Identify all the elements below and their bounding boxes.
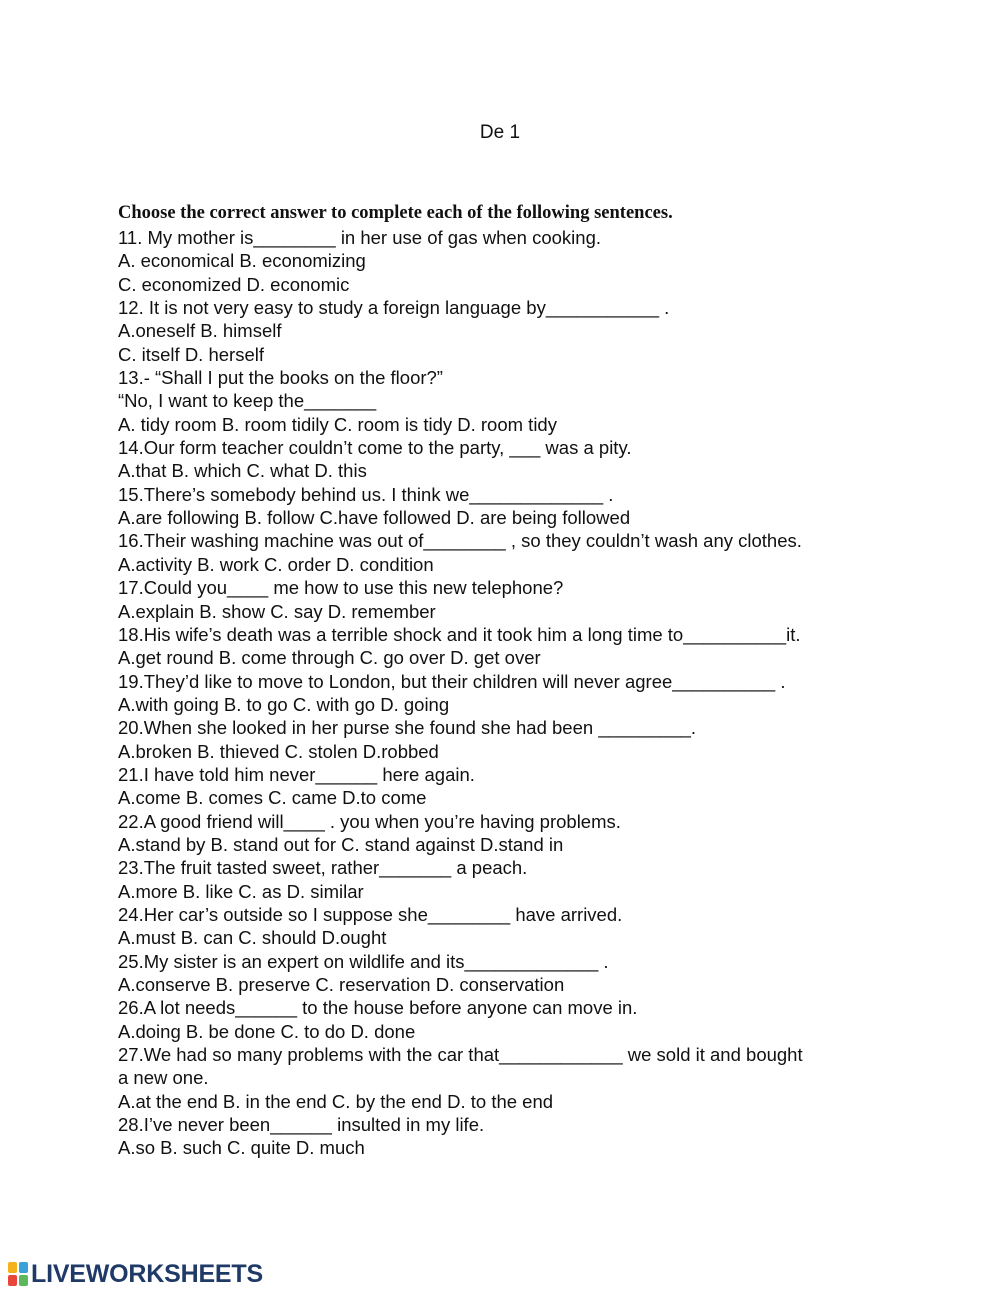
question-line: 25.My sister is an expert on wildlife and its_____________ . bbox=[118, 950, 609, 972]
answer-options: A. tidy room B. room tidily C. room is tidy D. room tidy bbox=[118, 413, 557, 435]
instruction-text: Choose the correct answer to complete each of the following sentences. bbox=[118, 203, 673, 223]
answer-options: A.doing B. be done C. to do D. done bbox=[118, 1020, 416, 1042]
logo-text: LIVEWORKSHEETS bbox=[31, 1259, 263, 1288]
answer-options: A.so B. such C. quite D. much bbox=[118, 1137, 365, 1159]
question-line: 18.His wife’s death was a terrible shock and it took him a long time to__________it. bbox=[118, 623, 801, 645]
answer-options: A.with going B. to go C. with go D. going bbox=[118, 693, 450, 715]
question-line: 12. It is not very easy to study a foreign language by___________ . bbox=[118, 297, 670, 319]
question-line: a new one. bbox=[118, 1067, 209, 1089]
question-line: 20.When she looked in her purse she found she had been _________. bbox=[118, 717, 697, 739]
question-line: “No, I want to keep the_______ bbox=[118, 390, 377, 412]
question-list bbox=[118, 226, 898, 1160]
answer-options: A.must B. can C. should D.ought bbox=[118, 927, 387, 949]
answer-options: A.stand by B. stand out for C. stand against D.stand in bbox=[118, 833, 564, 855]
answer-options: A.that B. which C. what D. this bbox=[118, 460, 367, 482]
question-line: 22.A good friend will____ . you when you’re having problems. bbox=[118, 810, 621, 832]
question-line: 16.Their washing machine was out of________ , so they couldn’t wash any clothes. bbox=[118, 530, 802, 552]
logo-icon bbox=[8, 1262, 28, 1286]
liveworksheets-logo[interactable] bbox=[8, 1261, 263, 1287]
answer-options: A.activity B. work C. order D. condition bbox=[118, 553, 434, 575]
page-title: De 1 bbox=[479, 122, 521, 143]
answer-options: C. itself D. herself bbox=[118, 343, 264, 365]
question-line: 26.A lot needs______ to the house before anyone can move in. bbox=[118, 997, 638, 1019]
answer-options: A.are following B. follow C.have followed D. are being followed bbox=[118, 507, 631, 529]
question-line: 14.Our form teacher couldn’t come to the party, ___ was a pity. bbox=[118, 437, 632, 459]
question-line: 24.Her car’s outside so I suppose she________ have arrived. bbox=[118, 903, 623, 925]
question-line: 11. My mother is________ in her use of gas when cooking. bbox=[118, 227, 602, 248]
answer-options: A.more B. like C. as D. similar bbox=[118, 880, 364, 902]
question-line: 13.- “Shall I put the books on the floor?” bbox=[118, 367, 443, 389]
answer-options: A.get round B. come through C. go over D. get over bbox=[118, 647, 541, 669]
question-line: 19.They’d like to move to London, but their children will never agree__________ . bbox=[118, 670, 786, 692]
answer-options: C. economized D. economic bbox=[118, 273, 350, 295]
question-line: 21.I have told him never______ here again. bbox=[118, 763, 475, 785]
answer-options: A.broken B. thieved C. stolen D.robbed bbox=[118, 740, 439, 762]
question-line: 27.We had so many problems with the car that____________ we sold it and bought bbox=[118, 1044, 803, 1066]
question-line: 15.There’s somebody behind us. I think we_____________ . bbox=[118, 483, 614, 505]
answer-options: A.oneself B. himself bbox=[118, 320, 282, 342]
question-line: 17.Could you____ me how to use this new telephone? bbox=[118, 577, 564, 599]
answer-options: A.explain B. show C. say D. remember bbox=[118, 600, 436, 622]
answer-options: A.at the end B. in the end C. by the end D. to the end bbox=[118, 1090, 554, 1112]
question-line: 28.I’ve never been______ insulted in my life. bbox=[118, 1114, 485, 1136]
question-line: 23.The fruit tasted sweet, rather_______ a peach. bbox=[118, 857, 528, 879]
answer-options: A. economical B. economizing bbox=[118, 250, 366, 272]
answer-options: A.conserve B. preserve C. reservation D. conservation bbox=[118, 974, 565, 995]
answer-options: A.come B. comes C. came D.to come bbox=[118, 787, 427, 809]
